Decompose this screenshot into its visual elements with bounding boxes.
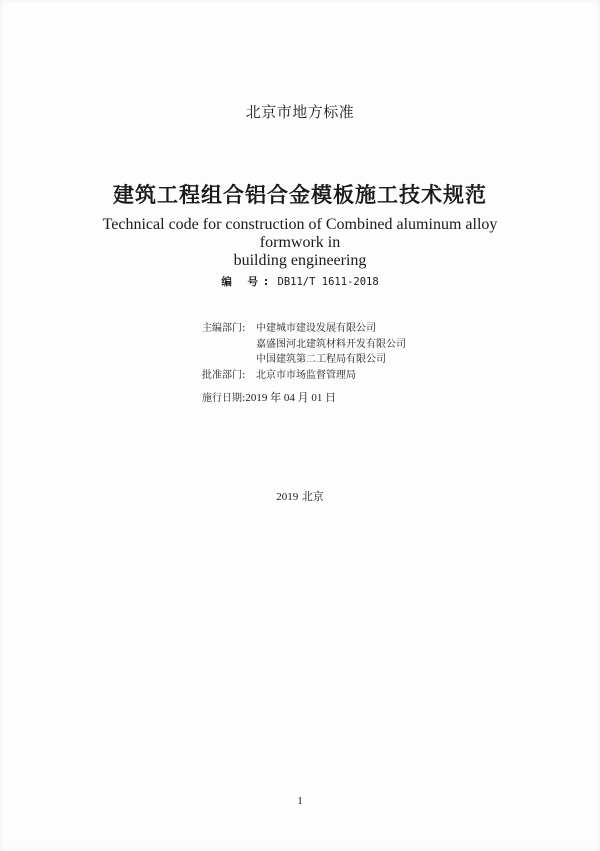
document-title-chinese: 建筑工程组合铝合金模板施工技术规范 xyxy=(113,183,487,207)
editor-item: 中建城市建设发展有限公司 xyxy=(256,323,376,334)
publication-city: 北京 xyxy=(301,490,324,503)
english-title-line-2: building engineering xyxy=(233,252,367,269)
english-title-line-1: Technical code for construction of Combined aluminum alloy formwork in xyxy=(102,216,498,251)
standard-code-label: 编 号: xyxy=(221,276,275,288)
editor-item: 中国建筑第二工程局有限公司 xyxy=(256,354,386,365)
standard-type-heading: 北京市地方标准 xyxy=(245,103,355,121)
implementation-date-value: 2019 年 04 月 01 日 xyxy=(245,392,337,404)
editor-list xyxy=(256,321,406,368)
editor-item: 嘉盛图河北建筑材料开发有限公司 xyxy=(256,338,406,350)
standard-code-value: DB11/T 1611-2018 xyxy=(277,276,379,288)
document-title-english xyxy=(70,216,530,270)
editor-row xyxy=(202,321,406,368)
standard-code xyxy=(0,274,600,289)
approver-value: 北京市市场监督管理局 xyxy=(256,369,356,381)
editor-label: 主编部门: xyxy=(202,323,246,334)
implementation-date-label: 施行日期: xyxy=(202,393,246,404)
publication-year: 2019 xyxy=(276,491,299,503)
page-number: 1 xyxy=(297,795,303,807)
approver-row xyxy=(202,368,406,384)
organization-info xyxy=(202,321,406,383)
publication-place-year xyxy=(0,488,600,504)
implementation-date xyxy=(202,389,336,405)
approver-label: 批准部门: xyxy=(202,369,246,381)
